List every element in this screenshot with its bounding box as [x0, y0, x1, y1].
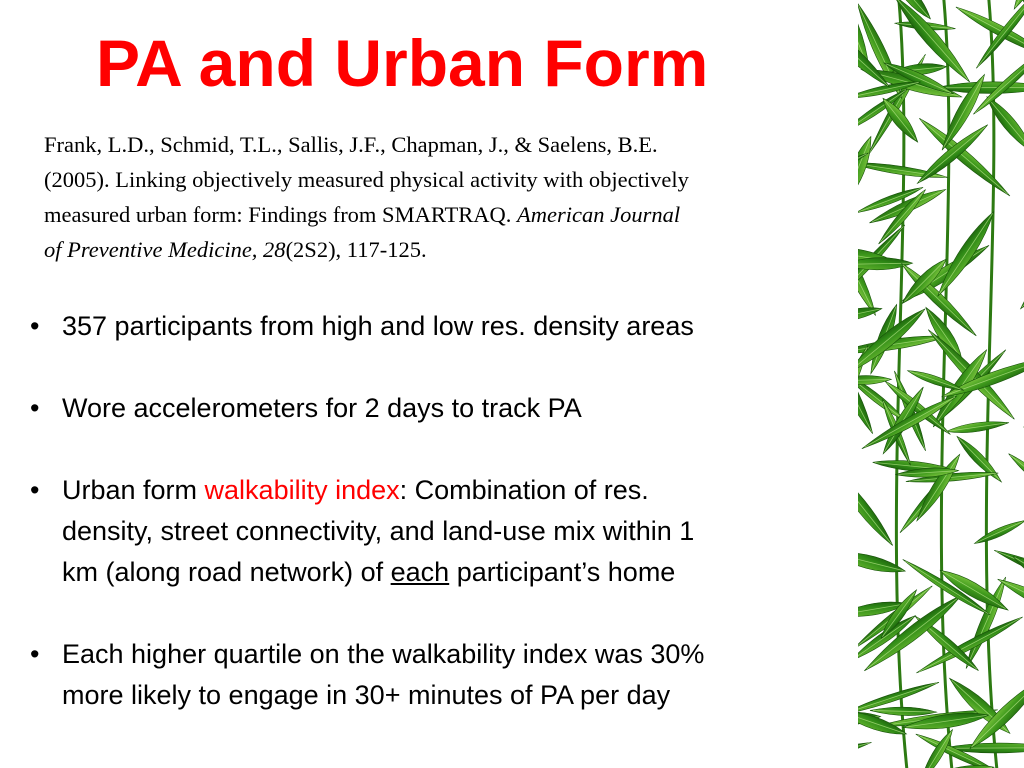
bamboo-leaf: [858, 460, 897, 549]
bullet-item-accelerometers: [30, 388, 890, 429]
bullet-text-line-1: Each higher quartile on the walkability index was 30%: [62, 639, 705, 669]
bamboo-leaf-vein: [976, 522, 1022, 543]
citation-line-3: [44, 197, 874, 232]
bullet-text: : Combination of res.: [399, 475, 649, 505]
citation-line-4: [44, 232, 874, 267]
citation-line-2: (2005). Linking objectively measured physical activity with objectively: [44, 167, 689, 192]
bullet-text: participant’s home: [449, 557, 676, 587]
bullet-dot: •: [30, 475, 40, 505]
bullet-text: Wore accelerometers for 2 days to track PA: [62, 393, 582, 423]
bullet-dot: •: [30, 393, 40, 423]
bullet-text-line-1: [62, 470, 890, 511]
bullet-text: km (along road network) of: [62, 557, 391, 587]
bullet-text-line-3: [62, 552, 890, 593]
bamboo-leaf: [858, 546, 907, 577]
bullet-text: Urban form: [62, 475, 205, 505]
bamboo-leaf: [858, 739, 872, 768]
bullet-dot: •: [30, 639, 40, 669]
citation-text: measured urban form: Findings from SMARTRAQ.: [44, 202, 517, 227]
bamboo-leaf: [973, 517, 1024, 547]
journal-name: American Journal: [516, 202, 681, 227]
citation: [44, 127, 874, 267]
bullet-text-line-2: density, street connectivity, and land-use mix within 1: [62, 516, 695, 546]
walkability-index-highlight: walkability index: [204, 475, 400, 505]
bullet-item-quartile: [30, 634, 890, 716]
bullet-dot: •: [30, 311, 40, 341]
bullet-item-participants: [30, 306, 890, 347]
each-underlined: each: [390, 557, 450, 587]
bamboo-leaf-vein: [910, 371, 962, 389]
bullet-list: [30, 306, 890, 716]
citation-line-1: Frank, L.D., Schmid, T.L., Sallis, J.F., Chapman, J., & Saelens, B.E.: [44, 132, 658, 157]
bullet-text-line-2: more likely to engage in 30+ minutes of PA per day: [62, 680, 671, 710]
bamboo-leaf: [1016, 237, 1024, 313]
bamboo-leaves-decoration: [858, 0, 1024, 768]
slide-title: PA and Urban Form: [96, 26, 709, 100]
journal-volume: of Preventive Medicine, 28: [44, 237, 286, 262]
bullet-text: 357 participants from high and low res. density areas: [62, 311, 694, 341]
bullet-item-walkability: [30, 470, 890, 593]
citation-pages: (2S2), 117-125.: [285, 237, 427, 262]
